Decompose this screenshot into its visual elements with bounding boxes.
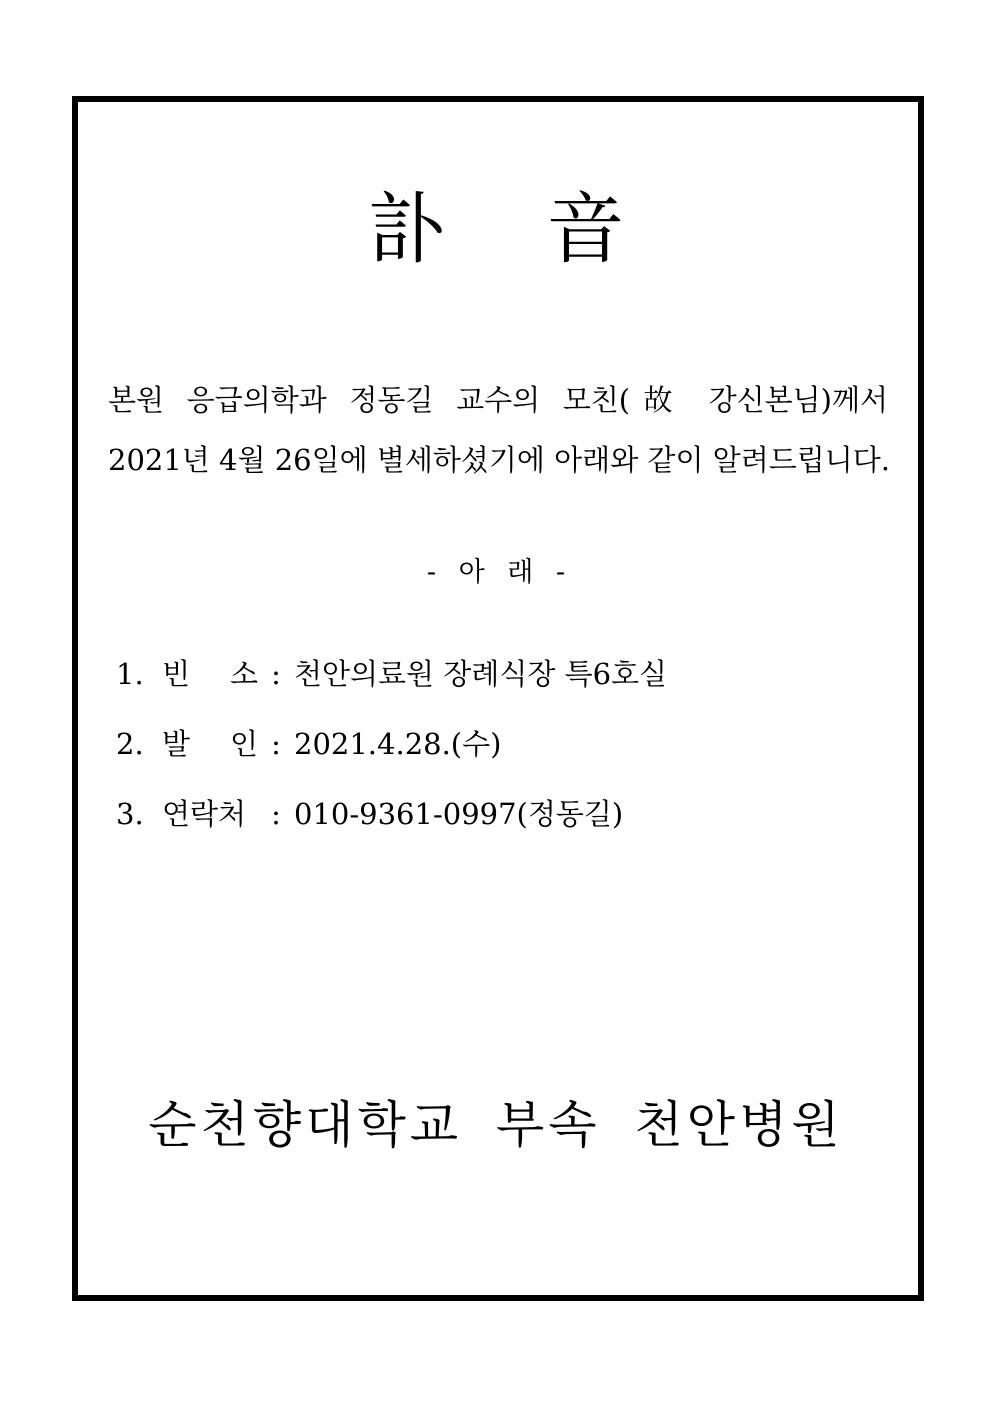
announcement-line-1: 본원 응급의학과 정동길 교수의 모친(故 강신본님)께서 <box>108 383 888 417</box>
item-label: 연락처 <box>162 797 247 831</box>
section-heading: - 아 래 - <box>426 557 566 588</box>
page-title: 訃 音 <box>367 185 663 275</box>
item-colon: : <box>271 727 281 761</box>
announcement-line-2: 2021년 4월 26일에 별세하셨기에 아래와 같이 알려드립니다. <box>108 443 890 477</box>
item-label: 빈 소 <box>162 657 258 691</box>
item-number: 3. <box>116 797 144 831</box>
list-item-balin <box>116 726 501 762</box>
item-value: 2021.4.28.(수) <box>294 727 502 761</box>
list-item-binso <box>116 656 667 692</box>
item-number: 2. <box>116 727 144 761</box>
item-colon: : <box>271 797 281 831</box>
item-label: 발 인 <box>162 727 258 761</box>
item-value: 010-9361-0997(정동길) <box>294 797 624 831</box>
item-colon: : <box>271 657 281 691</box>
item-number: 1. <box>116 657 144 691</box>
list-item-contact <box>116 796 623 832</box>
issuer-name: 순천향대학교 부속 천안병원 <box>148 1096 844 1154</box>
item-value: 천안의료원 장례식장 특6호실 <box>294 657 668 691</box>
